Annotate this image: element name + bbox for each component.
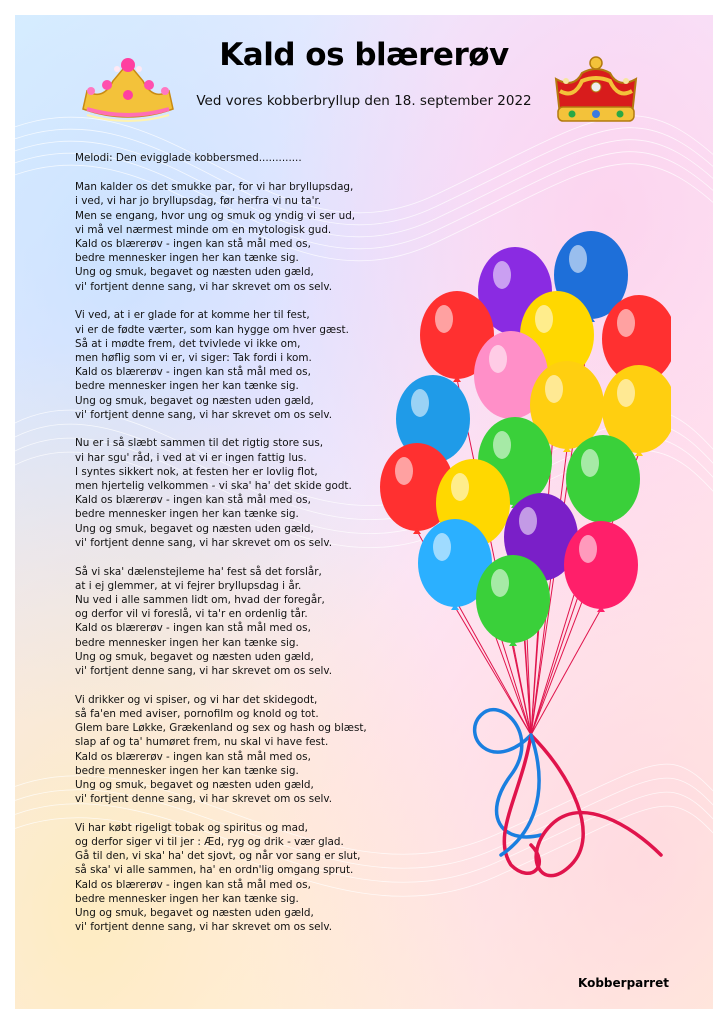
lyric-line: Ung og smuk, begavet og næsten uden gæld, [75,778,314,791]
lyric-line: Ung og smuk, begavet og næsten uden gæld, [75,907,314,920]
lyric-line: Kald os blærerøv - ingen kan stå mål med os, [75,238,311,251]
lyric-line: bedre mennesker ingen her kan tænke sig. [75,636,299,649]
lyric-line: Men se engang, hvor ung og smuk og yndig vi ser ud, [75,209,356,222]
lyric-line: og derfor siger vi til jer : Æd, ryg og drik - vær glad. [75,836,344,849]
lyric-line: Kald os blærerøv - ingen kan stå mål med os, [75,366,311,379]
lyric-line: vi må vel nærmest minde om en mytologisk gud. [75,223,332,236]
lyric-line: men hjertelig velkommen - vi ska' ha' det skide godt. [75,480,352,493]
lyric-line: Ung og smuk, begavet og næsten uden gæld, [75,650,314,663]
lyric-line: bedre mennesker ingen her kan tænke sig. [75,764,299,777]
lyric-line: i ved, vi har jo bryllupsdag, før herfra vi nu ta'r. [75,195,322,208]
lyric-line: men høflig som vi er, vi siger: Tak fordi i kom. [75,351,312,364]
lyric-line: Ung og smuk, begavet og næsten uden gæld, [75,394,314,407]
lyrics [75,151,395,949]
balloon-ribbon [531,735,661,876]
lyric-line: bedre mennesker ingen her kan tænke sig. [75,892,299,905]
lyric-line: og derfor vil vi foreslå, vi ta'r en ordenlig tår. [75,608,308,621]
verse [75,565,395,679]
verse-list [75,180,395,934]
lyric-line: vi' fortjent denne sang, vi har skrevet om os selv. [75,665,333,677]
lyric-line: vi har sgu' råd, i ved at vi er ingen fattig lus. [75,451,307,464]
verse [75,308,395,422]
verse [75,821,395,935]
lyric-line: Nu ved i alle sammen lidt om, hvad der foregår, [75,593,325,606]
lyric-line: så fa'en med aviser, pornofilm og knold og tot. [75,707,319,720]
lyric-line: bedre mennesker ingen her kan tænke sig. [75,508,299,521]
song-title: Kald os blærerøv [219,37,509,73]
balloon-bunch [371,215,671,895]
lyric-line: vi' fortjent denne sang, vi har skrevet om os selv. [75,793,333,806]
lyric-line: I syntes sikkert nok, at festen her er lovlig flot, [75,465,318,478]
lyric-line: Så vi ska' dælenstejleme ha' fest så det forslår, [75,565,322,578]
lyric-line: Kald os blærerøv - ingen kan stå mål med os, [75,750,311,763]
lyric-line: vi' fortjent denne sang, vi har skrevet om os selv. [75,280,333,293]
lyric-line: Vi drikker og vi spiser, og vi har det skidegodt, [75,693,318,706]
lyric-line: Så at i mødte frem, det tvivlede vi ikke om, [75,337,301,350]
lyric-line: slap af og ta' humøret frem, nu skal vi have fest. [75,736,329,749]
lyric-line: at i ej glemmer, at vi fejrer bryllupsdag i år. [75,579,302,592]
signature: Kobberparret [578,976,669,990]
lyric-line: Kald os blærerøv - ingen kan stå mål med os, [75,622,311,635]
lyric-line: Kald os blærerøv - ingen kan stå mål med os, [75,878,311,891]
lyric-line: Vi ved, at i er glade for at komme her til fest, [75,309,310,322]
balloon [566,435,640,526]
verse [75,436,395,550]
lyric-line: vi' fortjent denne sang, vi har skrevet om os selv. [75,536,333,549]
lyric-line: Man kalder os det smukke par, for vi har bryllupsdag, [75,181,354,194]
lyric-line: Vi har købt rigeligt tobak og spiritus og mad, [75,821,308,834]
song-sheet [15,15,713,1009]
lyric-line: vi' fortjent denne sang, vi har skrevet om os selv. [75,408,333,421]
lyric-line: bedre mennesker ingen her kan tænke sig. [75,380,299,393]
lyric-line: så ska' vi alle sammen, ha' en ordn'lig omgang sprut. [75,864,354,877]
balloon [564,521,638,612]
lyric-line: Ung og smuk, begavet og næsten uden gæld, [75,266,314,279]
lyric-line: bedre mennesker ingen her kan tænke sig. [75,252,299,265]
lyric-line: vi er de fødte værter, som kan hygge om hver gæst. [75,323,349,336]
lyric-line: Ung og smuk, begavet og næsten uden gæld, [75,522,314,535]
lyric-line: vi' fortjent denne sang, vi har skrevet om os selv. [75,921,333,934]
lyric-line: Glem bare Løkke, Grækenland og sex og hash og blæst, [75,722,367,735]
lyric-line: Nu er i så slæbt sammen til det rigtig store sus, [75,437,324,450]
verse [75,693,395,807]
balloon-string [531,609,601,735]
lyric-line: Kald os blærerøv - ingen kan stå mål med os, [75,494,311,507]
lyric-line: Gå til den, vi ska' ha' det sjovt, og når vor sang er slut, [75,850,361,863]
melody-line: Melodi: Den evigglade kobbersmed............. [75,152,302,164]
verse [75,180,395,294]
song-subtitle: Ved vores kobberbryllup den 18. september 2022 [196,93,532,109]
